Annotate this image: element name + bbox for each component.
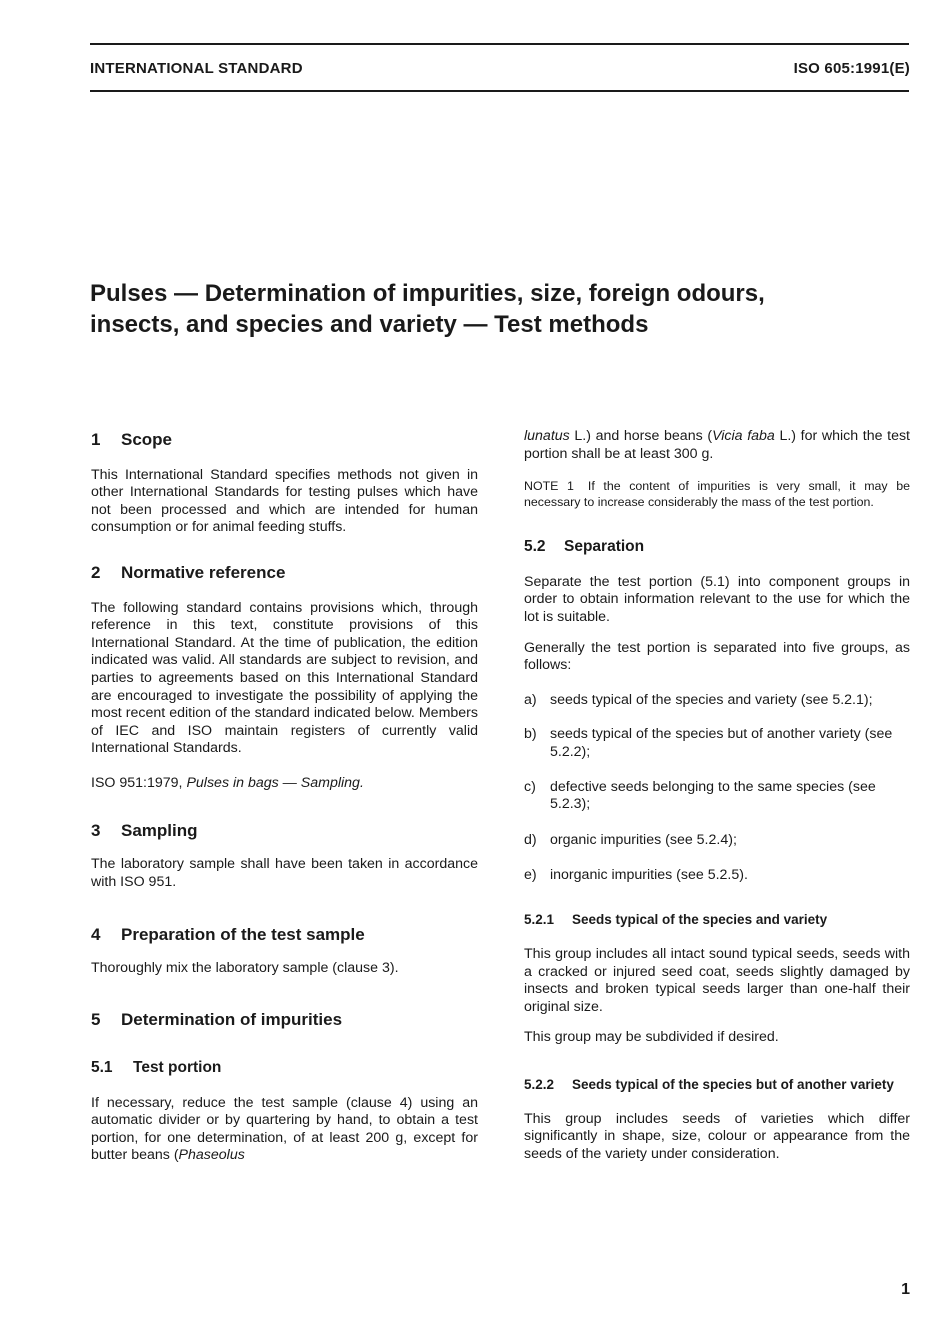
section-5-1-heading: 5.1 Test portion: [91, 1059, 222, 1077]
section-5-2-1-text-1: This group includes all intact sound typical seeds, seeds with a cracked or injured seed coat, seeds slightly damaged by insects and broken typical seeds larger than one-half their original size.: [524, 945, 910, 1015]
page-number: 1: [901, 1281, 910, 1298]
note-1: [524, 479, 910, 510]
header-top-rule: [90, 43, 909, 45]
section-4-heading: 4 Preparation of the test sample: [91, 925, 365, 945]
section-1-text: This International Standard specifies methods not given in other International Standards for testing pulses which have not been processed and which are intended for human consumption or for animal feeding stuffs.: [91, 466, 478, 536]
section-5-2-text-2: Generally the test portion is separated into five groups, as follows:: [524, 639, 910, 674]
list-item: b) seeds typical of the species but of another variety (see 5.2.2);: [524, 726, 893, 760]
section-5-heading: 5 Determination of impurities: [91, 1010, 343, 1030]
section-2-heading: 2 Normative reference: [91, 562, 286, 582]
header-standard-number: ISO 605:1991(E): [793, 60, 910, 77]
right-column: [524, 428, 910, 1164]
header-standard-type: INTERNATIONAL STANDARD: [90, 60, 303, 77]
list-item: d) organic impurities (see 5.2.4);: [524, 831, 737, 848]
section-4-text: Thoroughly mix the laboratory sample (clause 3).: [91, 959, 399, 976]
section-2-text: The following standard contains provisions which, through reference in this text, constitute provisions of this International Standard. At the time of publication, the edition indicated was valid. All standards are subject to revision, and parties to agreements based on this International Standard are encouraged to investigate the possibility of applying the most recent edition of the standard indicated below. Members of IEC and ISO maintain registers of currently valid International Standards.: [91, 599, 478, 757]
note-label: NOTE 1: [524, 479, 574, 494]
title-line-1: Pulses — Determination of impurities, size, foreign odours,: [90, 280, 765, 307]
list-item: e) inorganic impurities (see 5.2.5).: [524, 867, 748, 884]
section-5-2-1-heading: 5.2.1 Seeds typical of the species and variety: [524, 911, 828, 927]
section-5-1-text-continued: lunatus L.) and horse beans (Vicia faba L.) for which the test portion shall be at least 300 g.: [524, 428, 910, 462]
separation-groups-list: [524, 692, 910, 885]
section-5-2-heading: 5.2 Separation: [524, 538, 645, 556]
section-5-2-text-1: Separate the test portion (5.1) into component groups in order to obtain information relevant to the use for which the lot is suitable.: [524, 573, 910, 625]
section-5-2-1-text-2: This group may be subdivided if desired.: [524, 1029, 779, 1046]
section-5-2-2-heading: 5.2.2 Seeds typical of the species but of another variety: [524, 1076, 894, 1092]
list-item: c) defective seeds belonging to the same species (see 5.2.3);: [524, 778, 876, 813]
section-5-1-text: If necessary, reduce the test sample (clause 4) using an automatic divider or by quartering by hand, to obtain a test portion, for one determination, of at least 200 g, except for butter beans (Phaseolus: [91, 1094, 478, 1164]
title-line-2: insects, and species and variety — Test methods: [90, 311, 649, 338]
section-3-text: The laboratory sample shall have been taken in accordance with ISO 951.: [91, 856, 478, 890]
section-1-heading: 1 Scope: [91, 430, 173, 449]
header-bottom-rule: [90, 90, 909, 92]
list-item: a) seeds typical of the species and variety (see 5.2.1);: [524, 691, 873, 708]
section-5-2-2-text: This group includes seeds of varieties which differ significantly in shape, size, colour or appearance from the seeds of the variety under consideration.: [524, 1110, 910, 1163]
document-title: [90, 278, 890, 340]
note-text: If the content of impurities is very small, it may be necessary to increase considerably the mass of the test portion.: [524, 479, 910, 509]
normative-reference-entry: ISO 951:1979, Pulses in bags — Sampling.: [91, 774, 364, 791]
section-3-heading: 3 Sampling: [91, 820, 198, 840]
left-column: [91, 428, 478, 1165]
